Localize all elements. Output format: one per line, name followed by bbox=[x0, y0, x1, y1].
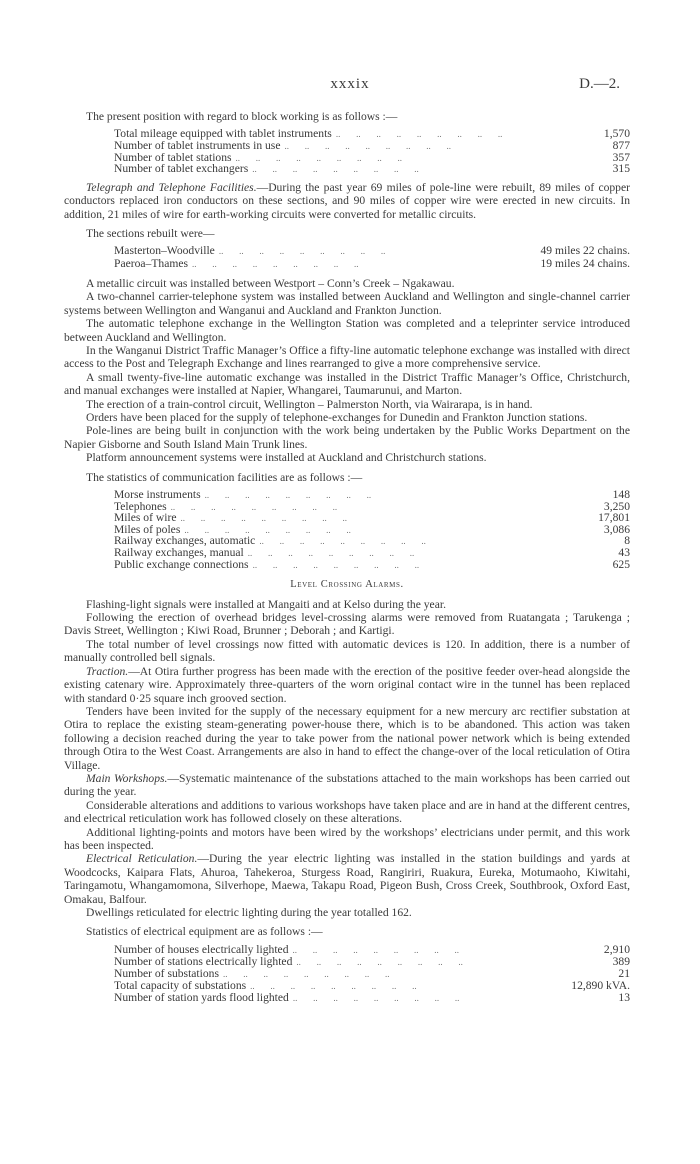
paragraph: A two-channel carrier-telephone system was installed between Auckland and Wellington and single-channel carrier systems between Wellington and Wanganui and Auckland and Frankton Junction. bbox=[64, 290, 630, 317]
traction-heading: Traction. bbox=[86, 664, 129, 678]
leader-dots: .. .. .. .. .. .. .. .. .. bbox=[218, 246, 386, 257]
paragraph: Additional lighting-points and motors have been wired by the workshops’ electricians under permit, and this work has been inspected. bbox=[64, 825, 630, 852]
table-row bbox=[114, 559, 630, 571]
leader-dots: .. .. .. .. .. .. .. .. .. bbox=[180, 513, 347, 524]
table-row bbox=[114, 992, 630, 1004]
electrical-text: —During the year electric lighting was installed in the station buildings and yards at Woodcocks, Kaipara Flats, Ahuroa, Tahekeroa, Sturgess Road, Rangiriri, Ruakura, Eureka, Motumaoho, Kiwitahi, Taringamotu, Whangamomona, Silverhope, Maewa, Takapu Road, Pigeon Bush, Cross Creek, Southbrook, Oxford East, Omakau, Balfour. bbox=[64, 852, 630, 906]
row-value: 315 bbox=[612, 162, 630, 176]
telegraph-paragraph bbox=[64, 181, 630, 221]
paragraph: Orders have been placed for the supply of telephone-exchanges for Dunedin and Frankton Junction stations. bbox=[86, 411, 588, 425]
paragraph: The statistics of communication facilities are as follows :— bbox=[86, 470, 363, 484]
paragraph: A small twenty-five-line automatic exchange was installed in the District Traffic Manager’s Office, Christchurch, and manual exchanges were installed at Napier, Whangarei, Taumarunui, and Marton. bbox=[64, 370, 630, 398]
row-label: Number of stations electrically lighted bbox=[114, 954, 293, 968]
paragraph: The total number of level crossings now fitted with automatic devices is 120. In addition, there is a number of manually controlled bell signals. bbox=[64, 637, 630, 665]
telegraph-text: —During the past year 69 miles of pole-line were rebuilt, 89 miles of copper conductors replaced iron conductors on these sections, and 90 miles of copper wire were erected in new circuits. In addition, 21 miles of wire for earth-working circuits were converted for metallic circuits. bbox=[64, 180, 630, 221]
paragraph: Flashing-light signals were installed at Mangaiti and at Kelso during the year. bbox=[86, 597, 446, 611]
paragraph: A metallic circuit was installed between Westport – Conn’s Creek – Ngakawau. bbox=[86, 277, 455, 290]
row-label: Number of station yards flood lighted bbox=[114, 990, 289, 1004]
workshops-heading: Main Workshops. bbox=[86, 771, 168, 785]
table-row bbox=[114, 512, 630, 524]
leader-dots: .. .. .. .. .. .. .. .. .. bbox=[284, 141, 451, 151]
table-row bbox=[114, 944, 630, 956]
electrical-heading: Electrical Reticulation. bbox=[86, 852, 198, 866]
table-row bbox=[114, 140, 630, 152]
leader-dots: .. .. .. .. .. .. .. .. .. bbox=[184, 524, 351, 535]
sections-table bbox=[64, 245, 630, 271]
leader-dots: .. .. .. .. .. .. .. .. .. bbox=[250, 980, 417, 991]
paragraph: Pole-lines are being built in conjunction with the work being undertaken by the Public Works Department on the Napier Gisborne and South Island Main Trunk lines. bbox=[64, 424, 630, 451]
paragraph: Platform announcement systems were installed at Auckland and Christchurch stations. bbox=[86, 451, 487, 465]
block-working-intro: The present position with regard to block working is as follows :— bbox=[86, 110, 398, 123]
row-value: 21 bbox=[618, 966, 630, 980]
sections-intro: The sections rebuilt were— bbox=[86, 227, 215, 240]
tenders-paragraph: Tenders have been invited for the supply of the necessary equipment for a new mercury arc rectifier substation at Otira to replace the existing steam-generating power-house there, which is to be abandoned. This action was taken following a decision reached during the year to take power from the national power network which is being extended through Otira to the West Coast. Arrangements are also in hand to effect the change-over of the local reticulation of Otira Village. bbox=[64, 704, 630, 772]
paragraph: Considerable alterations and additions to various workshops have taken place and are in hand at the different centres, and electrical reticulation work has followed closely on these alterations. bbox=[64, 798, 630, 826]
row-label: Paeroa–Thames bbox=[114, 257, 189, 271]
row-label: Railway exchanges, manual bbox=[114, 546, 244, 560]
paragraph: Following the erection of overhead bridges level-crossing alarms were removed from Ruatangata ; Tarukenga ; Davis Street, Wellington ; Kiwi Road, Brunner ; Deborah ; and Kartigi. bbox=[64, 611, 630, 638]
row-value: 1,570 bbox=[603, 127, 630, 141]
workshops-text: —Systematic maintenance of the substations attached to the main workshops has been carried out during the year. bbox=[64, 771, 630, 799]
leader-dots: .. .. .. .. .. .. .. .. .. bbox=[252, 559, 420, 570]
leader-dots: .. .. .. .. .. .. .. .. .. bbox=[252, 164, 419, 175]
table-row bbox=[114, 489, 630, 501]
traction-paragraph bbox=[64, 665, 630, 705]
row-value: 2,910 bbox=[603, 942, 630, 956]
workshops-paragraph bbox=[64, 772, 630, 799]
level-crossing-heading: Level Crossing Alarms. bbox=[290, 579, 404, 591]
paragraph: The erection of a train-control circuit, Wellington – Palmerston North, via Wairarapa, is in hand. bbox=[86, 397, 533, 411]
row-value: 8 bbox=[624, 534, 630, 548]
row-value: 49 miles 22 chains. bbox=[540, 244, 630, 258]
row-value: 148 bbox=[612, 488, 630, 502]
table-row bbox=[114, 501, 630, 513]
row-value: 19 miles 24 chains. bbox=[540, 257, 630, 271]
leader-dots: .. .. .. .. .. .. .. .. .. bbox=[335, 129, 503, 140]
row-value: 877 bbox=[612, 139, 630, 152]
table-row bbox=[114, 968, 630, 980]
paragraph: In the Wanganui District Traffic Manager’s Office a fifty-line automatic telephone exchange was installed with direct access to the Post and Telegraph Exchange and lines rearranged to give a more comprehensive service. bbox=[64, 344, 630, 371]
page-header bbox=[0, 78, 700, 96]
row-label: Number of houses electrically lighted bbox=[114, 942, 289, 956]
row-label: Number of tablet exchangers bbox=[114, 162, 249, 176]
leader-dots: .. .. .. .. .. .. .. .. .. bbox=[247, 548, 415, 559]
row-label: Masterton–Woodville bbox=[114, 244, 215, 258]
row-value: 3,086 bbox=[603, 522, 630, 536]
row-value: 43 bbox=[618, 546, 630, 560]
paragraph: The automatic telephone exchange in the Wellington Station was completed and a teleprinter service introduced between Auckland and Wellington. bbox=[64, 317, 630, 344]
row-label: Total capacity of substations bbox=[114, 978, 247, 992]
row-value: 625 bbox=[612, 557, 630, 571]
statistics-intro: Statistics of electrical equipment are as follows :— bbox=[86, 925, 323, 939]
communication-table bbox=[64, 489, 630, 570]
leader-dots: .. .. .. .. .. .. .. .. .. bbox=[292, 944, 459, 955]
table-row bbox=[114, 980, 630, 992]
row-value: 357 bbox=[612, 150, 630, 164]
row-label: Miles of poles bbox=[114, 522, 181, 536]
row-label: Railway exchanges, automatic bbox=[114, 534, 256, 548]
block-working-table bbox=[64, 128, 630, 174]
row-label: Miles of wire bbox=[114, 511, 177, 525]
leader-dots: .. .. .. .. .. .. .. .. .. bbox=[296, 956, 463, 967]
table-row bbox=[114, 258, 630, 271]
row-value: 17,801 bbox=[598, 511, 630, 525]
leader-dots: .. .. .. .. .. .. .. .. .. bbox=[259, 536, 426, 547]
page-number: xxxix bbox=[330, 76, 370, 92]
leader-dots: .. .. .. .. .. .. .. .. .. bbox=[170, 501, 338, 512]
row-label: Number of tablet instruments in use bbox=[114, 139, 281, 152]
row-label: Public exchange connections bbox=[114, 557, 249, 571]
table-row bbox=[114, 956, 630, 968]
row-value: 389 bbox=[612, 954, 630, 968]
row-value: 3,250 bbox=[603, 499, 630, 513]
leader-dots: .. .. .. .. .. .. .. .. .. bbox=[292, 992, 460, 1003]
row-label: Morse instruments bbox=[114, 488, 201, 502]
electrical-table bbox=[64, 944, 630, 1004]
row-label: Total mileage equipped with tablet instruments bbox=[114, 127, 332, 141]
leader-dots: .. .. .. .. .. .. .. .. .. bbox=[204, 490, 372, 501]
leader-dots: .. .. .. .. .. .. .. .. .. bbox=[192, 259, 359, 270]
row-value: 12,890 kVA. bbox=[571, 978, 630, 992]
document-body bbox=[64, 110, 630, 1010]
leader-dots: .. .. .. .. .. .. .. .. .. bbox=[235, 152, 403, 163]
traction-text: —At Otira further progress has been made with the erection of the positive feeder over-head alongside the existing catenary wire. Approximately three-quarters of the worn original contact wire in the tunnel has been replaced with standard 0·25 square inch grooved section. bbox=[64, 664, 630, 705]
dwellings-paragraph: Dwellings reticulated for electric lighting during the year totalled 162. bbox=[86, 906, 412, 919]
leader-dots: .. .. .. .. .. .. .. .. .. bbox=[222, 968, 390, 979]
telegraph-paragraphs bbox=[64, 277, 630, 484]
document-reference: D.—2. bbox=[579, 76, 620, 92]
row-value: 13 bbox=[618, 990, 630, 1004]
electrical-paragraph bbox=[64, 852, 630, 906]
table-row bbox=[114, 163, 630, 175]
telegraph-heading: Telegraph and Telephone Facilities. bbox=[86, 180, 257, 194]
row-label: Number of substations bbox=[114, 966, 219, 980]
table-row bbox=[114, 547, 630, 559]
row-label: Number of tablet stations bbox=[114, 150, 232, 164]
row-label: Telephones bbox=[114, 499, 167, 513]
